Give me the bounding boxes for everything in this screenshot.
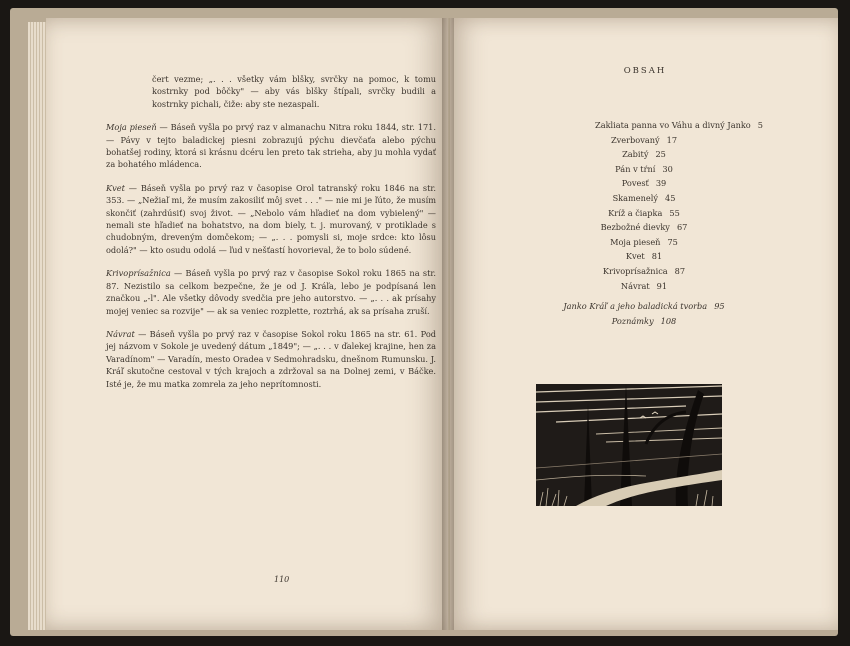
note-paragraph: [106, 328, 436, 390]
toc-entry-title: Povesť: [621, 178, 649, 189]
toc-entry: [450, 191, 838, 206]
toc-entry: [450, 314, 838, 329]
book-gutter: [442, 18, 454, 630]
toc-entry-title: Poznámky: [611, 315, 654, 326]
toc-entry-title: Janko Kráľ a jeho baladická tvorba: [563, 301, 708, 312]
toc-entry-title: Kríž a čiapka: [608, 207, 663, 218]
toc-entry-page: 17: [666, 134, 678, 145]
toc-entry: [450, 147, 838, 162]
woodcut-illustration: [536, 384, 722, 506]
toc-entry: [450, 279, 838, 294]
note-head: Návrat: [106, 328, 135, 339]
toc-entry-title: Kvet: [625, 251, 645, 262]
toc-entry: [450, 176, 838, 191]
toc-entry-title: Zverbovaný: [610, 134, 660, 145]
toc-entry-title: Návrat: [620, 280, 650, 291]
note-body: — Báseň vyšla po prvý raz v almanachu Nitra roku 1844, str. 171. — Pávy v tejto baladickej piesni zobrazujú pýchu dievčaťa alebo pýchu bohatšej rodiny, ktorá si krásnu dcéru len preto tak strieha, aby ju mohla vydať za bohatého mládenca.: [106, 122, 436, 170]
note-paragraph: [106, 182, 436, 256]
right-page: [450, 18, 838, 630]
open-book: [10, 8, 838, 636]
toc-entry-title: Moja pieseň: [610, 236, 661, 247]
toc-entry: [450, 249, 838, 264]
toc-entry-page: 95: [714, 301, 725, 312]
toc-entry: [450, 235, 838, 250]
toc-entry: [450, 118, 838, 133]
toc-title: OBSAH: [623, 66, 667, 76]
note-body: čert vezme; „. . . všetky vám blšky, svrčky na pomoc, k tomu kostrnky pod bôčky" — aby vás blšky štípali, svrčky budili a kostrnky pichali, čiže: aby ste nezaspali.: [152, 74, 436, 109]
toc-list: [450, 118, 838, 328]
note-body: — Báseň vyšla po prvý raz v časopise Sokol roku 1865 na str. 61. Pod jej názvom v Sokole je uvedený dátum „1849"; — „. . . v ďalekej krajine, hen za Varadínom" — Varadín, mesto Oradea v Sedmohradsku, dnešnom Rumunsku. J. Kráľ skutočne cestoval v tých krajoch a zdržoval sa na Dolnej zemi, v Báčke. Isté je, že mu matka zomrela za jeho neprítomnosti.: [106, 328, 436, 389]
toc-entry-title: Pán v tŕní: [615, 163, 656, 174]
toc-entry-page: 45: [665, 192, 676, 203]
page-number: 110: [274, 575, 290, 584]
toc-entry-page: 30: [662, 163, 673, 174]
note-paragraph: [106, 267, 436, 317]
toc-entry-title: Bezbožné dievky: [600, 222, 670, 233]
note-paragraph: [106, 73, 436, 110]
toc-entry-page: 55: [669, 207, 680, 218]
note-paragraph: [106, 121, 436, 171]
toc-entry-page: 25: [655, 149, 666, 160]
note-head: Kvet: [106, 182, 125, 193]
note-head: Moja pieseň: [106, 122, 157, 133]
toc-entry-page: 81: [651, 251, 663, 262]
notes-text: [106, 73, 436, 401]
toc-entry-page: 108: [660, 315, 677, 326]
toc-entry: [450, 299, 838, 314]
toc-entry-page: 87: [674, 265, 686, 276]
note-body: — Báseň vyšla po prvý raz v časopise Orol tatranský roku 1846 na str. 353. — „Nežiaľ mi, že musím zakosiliť môj svet . . ." — nie mi je ľúto, že musím skončiť (zahrdúsiť) svoj život. — „Nebolo vám hľadieť na dom vybielený" — nemali ste hľadieť na bohatstvo, na dom biely, t. j. murovaný, v protiklade s chudobným, dreveným domčekom; — „. . . pomysli si, moje srdce: kto lôsu odolá?" — kto osudu odolá — ľud v nešťastí hovorieval, že to bolo súdené.: [106, 182, 436, 255]
toc-entry: [450, 220, 838, 235]
note-body: — Báseň vyšla po prvý raz v časopise Sokol roku 1865 na str. 87. Nezistilo sa celkom bezpečne, že je od J. Kráľa, lebo je podpísaná len značkou „-l". Ale všetky dôvody svedčia pre jeho autorstvo. — „. . . ak prísahy mojej veniec sa rozvije" — ak sa veniec rozplette, roztrhá, ak sa prísaha zruší.: [106, 268, 436, 316]
toc-entry-title: Zabitý: [622, 149, 649, 160]
toc-entry-page: 39: [655, 178, 667, 189]
toc-entry: [450, 264, 838, 279]
toc-entry-page: 5: [757, 120, 763, 130]
left-page: [46, 18, 448, 630]
toc-entry-title: Krivoprísažnica: [602, 265, 668, 276]
toc-entry-title: Zakliata panna vo Váhu a divný Janko: [595, 120, 751, 130]
toc-entry-title: Skamenelý: [612, 192, 658, 203]
toc-entry: [450, 133, 838, 148]
toc-entry: [450, 162, 838, 177]
toc-entry-page: 91: [656, 280, 668, 291]
note-head: Krivoprísažnica: [106, 268, 171, 279]
toc-entry-page: 75: [667, 236, 678, 247]
toc-entry: [450, 206, 838, 221]
toc-entry-page: 67: [676, 222, 688, 233]
